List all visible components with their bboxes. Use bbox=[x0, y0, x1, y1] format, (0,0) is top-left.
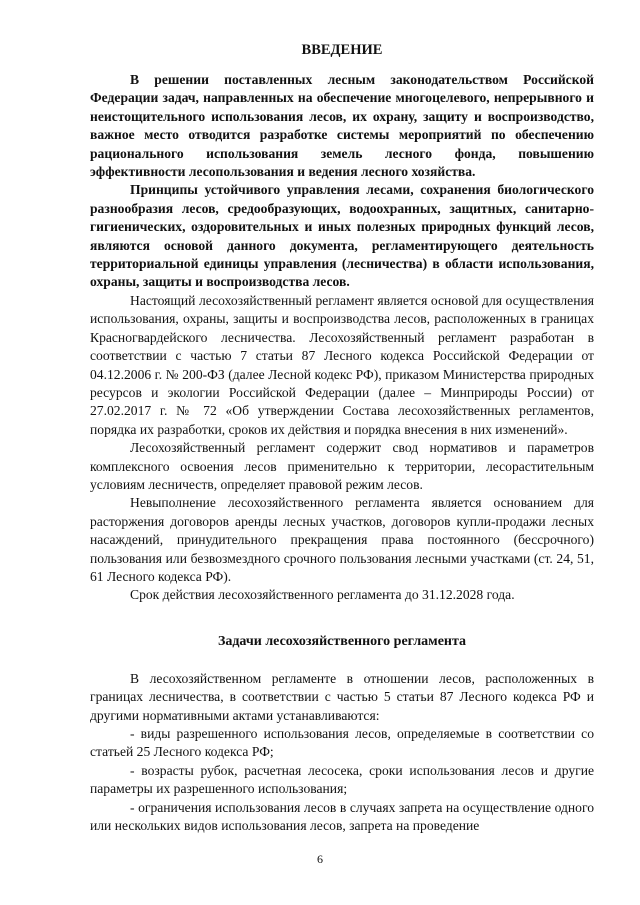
reglament-basis-paragraph: Настоящий лесохозяйственный регламент является основой для осуществления использования, охраны, защиты и воспроизводства лесов, расположенных в границах Красногвардейского лесничества. Лесохозяйственный регламент разработан в соответствии с частью 7 статьи 87 Лесного кодекса Российской Федерации от 04.12.2006 г. № 200-ФЗ (далее Лесной кодекс РФ), приказом Министерства природных ресурсов и экологии Российской Федерации (далее – Минприроды России) от 27.02.2017 г. № 72 «Об утверждении Состава лесохозяйственных регламентов, порядка их разработки, сроков их действия и порядка внесения в них изменений». bbox=[90, 292, 594, 437]
intro-paragraph-1: В решении поставленных лесным законодательством Российской Федерации задач, направленных на обеспечение многоцелевого, непрерывного и неистощительного использования лесов, их охрану, защиту и воспроизводство, важное место отводится разработке системы мероприятий по обеспечению рационального использования земель лесного фонда, повышению эффективности лесопользования и ведения лесного хозяйства. bbox=[90, 72, 594, 180]
section-title: Задачи лесохозяйственного регламента bbox=[217, 633, 467, 649]
task-item-restrictions: - ограничения использования лесов в случаях запрета на осуществление одного или нескольких видов использования лесов, запрета на проведение bbox=[90, 799, 594, 834]
page-number: 6 bbox=[317, 852, 323, 866]
reglament-content-paragraph: Лесохозяйственный регламент содержит свод нормативов и параметров комплексного освоения лесов применительно к территории, лесорастительным условиям лесничеств, определяет правовой режим лесов. bbox=[90, 440, 594, 492]
tasks-intro-paragraph: В лесохозяйственном регламенте в отношении лесов, расположенных в границах лесничества, в соответствии с частью 5 статьи 87 Лесного кодекса РФ и другими нормативными актами устанавливаются: bbox=[90, 670, 594, 723]
validity-paragraph: Срок действия лесохозяйственного регламента до 31.12.2028 года. bbox=[130, 587, 515, 603]
intro-paragraph-2: Принципы устойчивого управления лесами, сохранения биологического разнообразия лесов, средообразующих, водоохранных, защитных, санитарно-гигиенических, оздоровительных и иных полезных природных функций лесов, являются основой данного документа, регламентирующего деятельность территориальной единицы управления (лесничества) в области использования, охраны, защиты и воспроизводства лесов. bbox=[90, 182, 594, 290]
document-page bbox=[90, 40, 594, 835]
non-compliance-paragraph: Невыполнение лесохозяйственного регламента является основанием для расторжения договоров аренды лесных участков, договоров купли-продажи лесных насаждений, принудительного прекращения права постоянного (бессрочного) пользования или безвозмездного срочного пользования лесными участками (ст. 24, 51, 61 Лесного кодекса РФ). bbox=[90, 495, 594, 584]
page-title: ВВЕДЕНИЕ bbox=[301, 42, 383, 58]
task-item-cutting-ages: - возрасты рубок, расчетная лесосека, сроки использования лесов и другие параметры их разрешенного использования; bbox=[90, 762, 594, 797]
task-item-usage-types: - виды разрешенного использования лесов, определяемые в соответствии со статьей 25 Лесного кодекса РФ; bbox=[90, 726, 594, 760]
